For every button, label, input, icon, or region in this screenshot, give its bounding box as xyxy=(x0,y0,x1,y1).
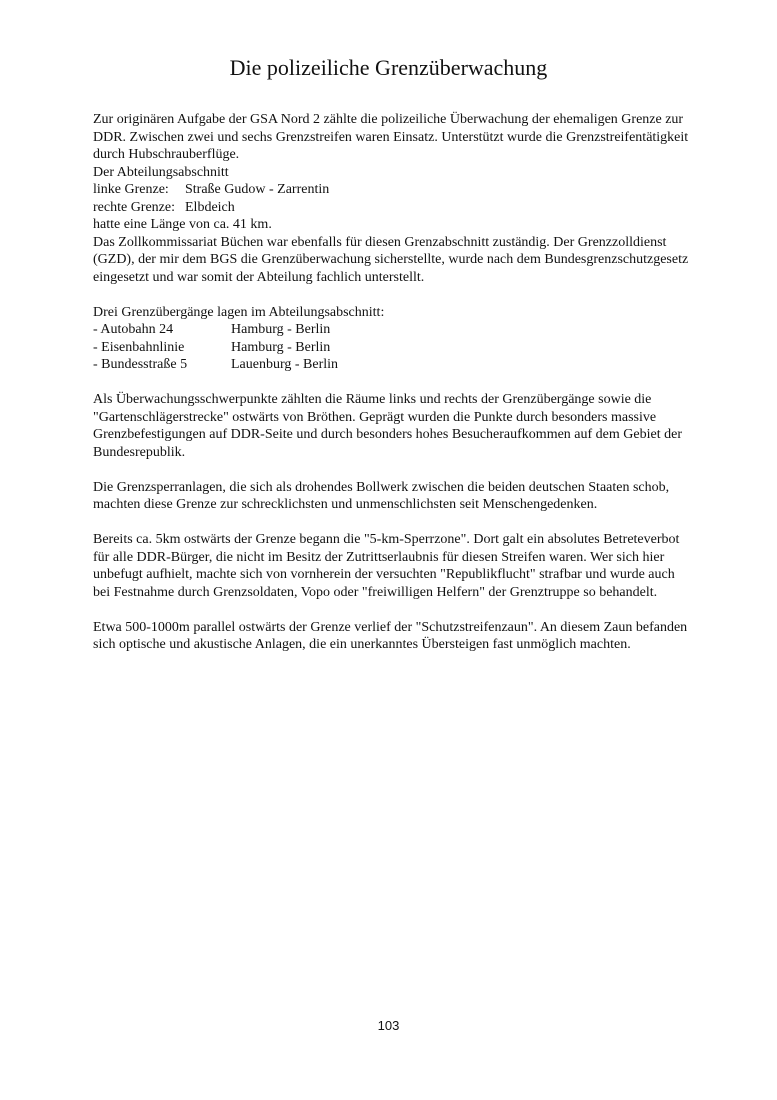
border-value: Straße Gudow - Zarrentin xyxy=(185,182,330,197)
text-line: für alle DDR-Bürger, die nicht im Besitz der Zutrittserlaubnis für diesen Streifen waren. Wer sich hier xyxy=(93,549,665,565)
text-line: Drei Grenzübergänge lagen im Abteilungsabschnitt: xyxy=(93,304,385,320)
text-line: Bereits ca. 5km ostwärts der Grenze begann die "5-km-Sperrzone". Dort galt ein absolutes Betreteverbot xyxy=(93,532,680,547)
text-line: unbefugt aufhielt, machte sich von vornherein der versuchten "Republikflucht" strafbar und wurde auch xyxy=(93,567,675,582)
text-line: "Gartenschlägerstrecke" ostwärts von Bröthen. Geprägt wurden die Punkte durch besonders massive xyxy=(93,409,657,425)
text-line: (GZD), der mir dem BGS die Grenzüberwachung sicherstellte, wurde nach dem Bundesgrenzschutzgesetz xyxy=(93,252,689,267)
text-line: Der Abteilungsabschnitt xyxy=(93,164,229,180)
crossing-name: - Autobahn 24 xyxy=(93,322,174,337)
text-line: Etwa 500-1000m parallel ostwärts der Grenze verlief der "Schutzstreifenzaun". An diesem Zaun befanden xyxy=(93,619,688,635)
crossing-route: Lauenburg - Berlin xyxy=(231,357,339,372)
text-line: Bundesrepublik. xyxy=(93,444,186,460)
text-line: Die Grenzsperranlagen, die sich als drohendes Bollwerk zwischen die beiden deutschen Staaten schob, xyxy=(93,479,670,495)
document-body xyxy=(93,111,688,654)
text-line: sich optische und akustische Anlagen, die ein unerkanntes Übersteigen fast unmöglich machten. xyxy=(93,637,631,652)
crossing-row xyxy=(93,339,688,357)
border-label: rechte Grenze: xyxy=(93,199,175,215)
page-number: 103 xyxy=(377,1018,400,1033)
text-line: Das Zollkommissariat Büchen war ebenfalls für diesen Grenzabschnitt zuständig. Der Grenzzolldienst xyxy=(93,234,667,250)
border-row xyxy=(93,199,688,217)
text-line: Als Überwachungsschwerpunkte zählten die Räume links und rechts der Grenzübergänge sowie die xyxy=(93,392,652,407)
text-line: Zur originären Aufgabe der GSA Nord 2 zählte die polizeiliche Überwachung der ehemaligen Grenze zur xyxy=(93,112,684,127)
crossing-row xyxy=(93,356,688,374)
crossing-row xyxy=(93,321,688,339)
text-line: DDR. Zwischen zwei und sechs Grenzstreifen waren Einsatz. Unterstützt wurde die Grenzstreifentätigkeit xyxy=(93,129,689,145)
text-line: hatte eine Länge von ca. 41 km. xyxy=(93,217,272,232)
text-line: machten diese Grenze zur schrecklichsten und unmenschlichsten seit Menschengedenken. xyxy=(93,497,598,512)
crossing-route: Hamburg - Berlin xyxy=(231,322,331,337)
text-line: Grenzbefestigungen auf DDR-Seite und durch besonders hohes Besucheraufkommen auf dem Gebiet der xyxy=(93,427,682,442)
crossing-name: - Eisenbahnlinie xyxy=(93,339,185,355)
border-label: linke Grenze: xyxy=(93,182,169,197)
page-title: Die polizeiliche Grenzüberwachung xyxy=(229,55,548,80)
text-line: bei Festnahme durch Grenzsoldaten, Vopo oder "freiwilligen Helfern" der Grenztruppe so behandelt. xyxy=(93,584,658,600)
border-row xyxy=(93,181,688,199)
border-value: Elbdeich xyxy=(185,199,235,215)
text-line: eingesetzt und war somit der Abteilung fachlich unterstellt. xyxy=(93,269,425,285)
crossing-route: Hamburg - Berlin xyxy=(231,339,331,355)
text-line: durch Hubschrauberflüge. xyxy=(93,147,240,162)
crossing-name: - Bundesstraße 5 xyxy=(93,357,188,372)
